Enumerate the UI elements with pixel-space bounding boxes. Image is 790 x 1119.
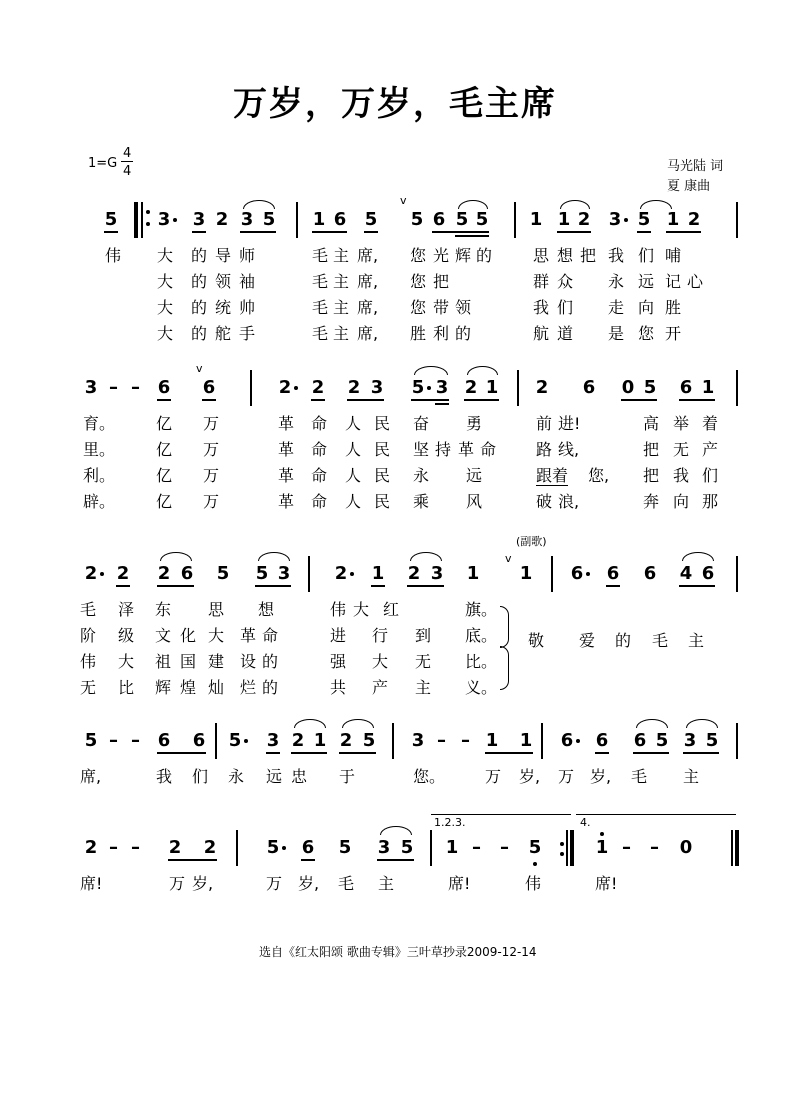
chorus-label: (副歌) — [516, 535, 547, 548]
note: 3 — [435, 377, 449, 398]
barline — [236, 830, 238, 866]
underline — [557, 231, 591, 233]
note: 5 — [262, 209, 276, 230]
note: 1 — [466, 563, 480, 584]
slur — [682, 552, 714, 561]
note: 2 — [291, 730, 305, 751]
low-octave-dot — [533, 862, 537, 866]
slur — [560, 200, 590, 209]
dash: – — [650, 837, 659, 858]
lyricist: 马光陆 词 — [667, 159, 724, 174]
repeat-dot — [146, 222, 150, 226]
note: 3 — [277, 563, 291, 584]
barline — [430, 830, 432, 866]
dash: – — [109, 377, 118, 398]
note: 6 — [333, 209, 347, 230]
final-thin-bar — [731, 830, 733, 866]
underline — [407, 585, 444, 587]
underline — [464, 399, 499, 401]
barline — [308, 556, 310, 592]
repeat-start-thin — [141, 202, 143, 238]
note: 2 — [577, 209, 591, 230]
repeat-end-thin — [566, 830, 568, 866]
note: 1 — [371, 563, 385, 584]
note: 5 — [266, 837, 280, 858]
underline — [240, 231, 276, 233]
dash: – — [500, 837, 509, 858]
note: 5 — [228, 730, 242, 751]
underline — [595, 752, 609, 754]
note: 3 — [84, 377, 98, 398]
underline — [104, 231, 118, 233]
dash: – — [472, 837, 481, 858]
note: 4 — [679, 563, 693, 584]
note: 5 — [400, 837, 414, 858]
repeat-dot — [560, 852, 564, 856]
dash: – — [109, 837, 118, 858]
note: 6 — [701, 563, 715, 584]
volta-1-label: 1.2.3. — [434, 816, 466, 829]
volta-bracket-2 — [576, 814, 736, 815]
note: 1 — [445, 837, 459, 858]
note: 6 — [180, 563, 194, 584]
augmentation-dot — [173, 218, 177, 222]
breath-mark: v — [505, 552, 512, 565]
note: 3 — [377, 837, 391, 858]
underline — [347, 399, 384, 401]
song-title: 万岁，万岁，毛主席 — [233, 84, 557, 124]
note: 3 — [266, 730, 280, 751]
note: 2 — [157, 563, 171, 584]
breath-mark: v — [400, 194, 407, 207]
note: 5 — [475, 209, 489, 230]
note: 5 — [411, 377, 425, 398]
underline — [168, 859, 217, 861]
final-bar — [735, 830, 739, 866]
note: 3 — [370, 377, 384, 398]
note: 2 — [84, 837, 98, 858]
volta-bracket-1 — [431, 814, 571, 815]
note: 2 — [168, 837, 182, 858]
underline — [679, 585, 715, 587]
note: 5 — [410, 209, 424, 230]
note: 5 — [216, 563, 230, 584]
note: 2 — [334, 563, 348, 584]
note: 6 — [643, 563, 657, 584]
barline — [541, 723, 543, 759]
augmentation-dot — [427, 386, 431, 390]
barline — [551, 556, 553, 592]
note: 1 — [313, 730, 327, 751]
slur — [380, 826, 412, 835]
underline — [637, 231, 651, 233]
barline — [514, 202, 516, 238]
dash: – — [461, 730, 470, 751]
note: 2 — [278, 377, 292, 398]
note: 1 — [666, 209, 680, 230]
time-signature-bottom: 4 — [123, 164, 132, 179]
augmentation-dot — [282, 846, 286, 850]
note: 5 — [637, 209, 651, 230]
underline — [116, 585, 130, 587]
underline — [432, 231, 489, 233]
source-footer: 选自《红太阳颂 歌曲专辑》三叶草抄录2009-12-14 — [259, 945, 537, 959]
underline — [606, 585, 620, 587]
note: 6 — [301, 837, 315, 858]
slur — [467, 366, 498, 375]
underline-double — [435, 403, 449, 405]
barline — [736, 370, 738, 406]
underline — [291, 752, 327, 754]
note: 1 — [701, 377, 715, 398]
barline — [296, 202, 298, 238]
underline — [339, 752, 376, 754]
breath-mark: v — [196, 362, 203, 375]
dash: – — [437, 730, 446, 751]
note: 2 — [535, 377, 549, 398]
note: 3 — [157, 209, 171, 230]
note: 6 — [606, 563, 620, 584]
underline — [266, 752, 280, 754]
note: 1 — [519, 563, 533, 584]
underline-double — [455, 235, 489, 237]
slur — [636, 719, 668, 728]
time-signature-top: 4 — [123, 146, 132, 161]
note: 2 — [687, 209, 701, 230]
note: 0 — [621, 377, 635, 398]
barline — [736, 202, 738, 238]
note: 1 — [529, 209, 543, 230]
note: 2 — [347, 377, 361, 398]
dash: – — [109, 730, 118, 751]
note: 2 — [116, 563, 130, 584]
note: 6 — [192, 730, 206, 751]
augmentation-dot — [350, 572, 354, 576]
barline — [736, 556, 738, 592]
repeat-dot — [146, 210, 150, 214]
slur — [294, 719, 326, 728]
underline — [157, 399, 171, 401]
slur — [342, 719, 374, 728]
underline — [301, 859, 315, 861]
slur — [414, 366, 448, 375]
note: 5 — [455, 209, 469, 230]
note: 3 — [608, 209, 622, 230]
repeat-end-bar — [570, 830, 574, 866]
repeat-start-bar — [134, 202, 138, 238]
note: 2 — [311, 377, 325, 398]
underline — [202, 399, 216, 401]
note: 2 — [84, 563, 98, 584]
note: 6 — [560, 730, 574, 751]
note: 5 — [643, 377, 657, 398]
slur — [243, 200, 275, 209]
note: 6 — [157, 730, 171, 751]
underline — [666, 231, 701, 233]
composer: 夏 康曲 — [667, 179, 711, 194]
slur — [640, 200, 672, 209]
underline — [621, 399, 657, 401]
verse-brace — [500, 606, 509, 648]
slur — [458, 200, 488, 209]
note: 6 — [570, 563, 584, 584]
note: 3 — [411, 730, 425, 751]
note: 5 — [84, 730, 98, 751]
key-signature: 1=G — [88, 156, 118, 171]
underline — [311, 399, 325, 401]
note: 3 — [240, 209, 254, 230]
note: 5 — [362, 730, 376, 751]
barline — [250, 370, 252, 406]
underline — [371, 585, 385, 587]
note: 0 — [679, 837, 693, 858]
verse-brace — [500, 646, 509, 690]
note: 2 — [464, 377, 478, 398]
note: 1 — [557, 209, 571, 230]
dash: – — [622, 837, 631, 858]
time-signature-line — [121, 161, 133, 162]
note: 6 — [202, 377, 216, 398]
note: 6 — [157, 377, 171, 398]
slur — [258, 552, 290, 561]
note: 5 — [104, 209, 118, 230]
note: 5 — [364, 209, 378, 230]
note: 5 — [705, 730, 719, 751]
barline — [517, 370, 519, 406]
underline — [485, 752, 533, 754]
dash: – — [131, 377, 140, 398]
high-octave-dot — [600, 832, 604, 836]
underline — [157, 752, 206, 754]
augmentation-dot — [100, 572, 104, 576]
underline — [312, 231, 347, 233]
underline — [633, 752, 669, 754]
slur — [410, 552, 442, 561]
underline — [192, 231, 206, 233]
repeat-dot — [560, 842, 564, 846]
note: 1 — [485, 377, 499, 398]
note: 6 — [679, 377, 693, 398]
note: 5 — [528, 837, 542, 858]
barline — [392, 723, 394, 759]
note: 2 — [339, 730, 353, 751]
augmentation-dot — [624, 218, 628, 222]
note: 5 — [338, 837, 352, 858]
note: 5 — [255, 563, 269, 584]
note: 6 — [595, 730, 609, 751]
dash: – — [131, 730, 140, 751]
slur — [160, 552, 192, 561]
underline — [679, 399, 715, 401]
note: 6 — [582, 377, 596, 398]
note: 6 — [432, 209, 446, 230]
volta-2-label: 4. — [580, 816, 591, 829]
note: 2 — [203, 837, 217, 858]
underline — [377, 859, 414, 861]
note: 1 — [312, 209, 326, 230]
augmentation-dot — [576, 739, 580, 743]
note: 3 — [192, 209, 206, 230]
augmentation-dot — [244, 739, 248, 743]
slur — [686, 719, 718, 728]
note: 1 — [519, 730, 533, 751]
note: 3 — [683, 730, 697, 751]
note: 2 — [407, 563, 421, 584]
note: 3 — [430, 563, 444, 584]
note: 1 — [595, 837, 609, 858]
augmentation-dot — [586, 572, 590, 576]
dash: – — [131, 837, 140, 858]
underline — [255, 585, 291, 587]
underline — [411, 399, 449, 401]
barline — [736, 723, 738, 759]
note: 6 — [633, 730, 647, 751]
underline — [157, 585, 194, 587]
note: 5 — [655, 730, 669, 751]
note: 1 — [485, 730, 499, 751]
underline — [683, 752, 719, 754]
barline — [215, 723, 217, 759]
note: 2 — [215, 209, 229, 230]
augmentation-dot — [294, 386, 298, 390]
underline — [364, 231, 378, 233]
